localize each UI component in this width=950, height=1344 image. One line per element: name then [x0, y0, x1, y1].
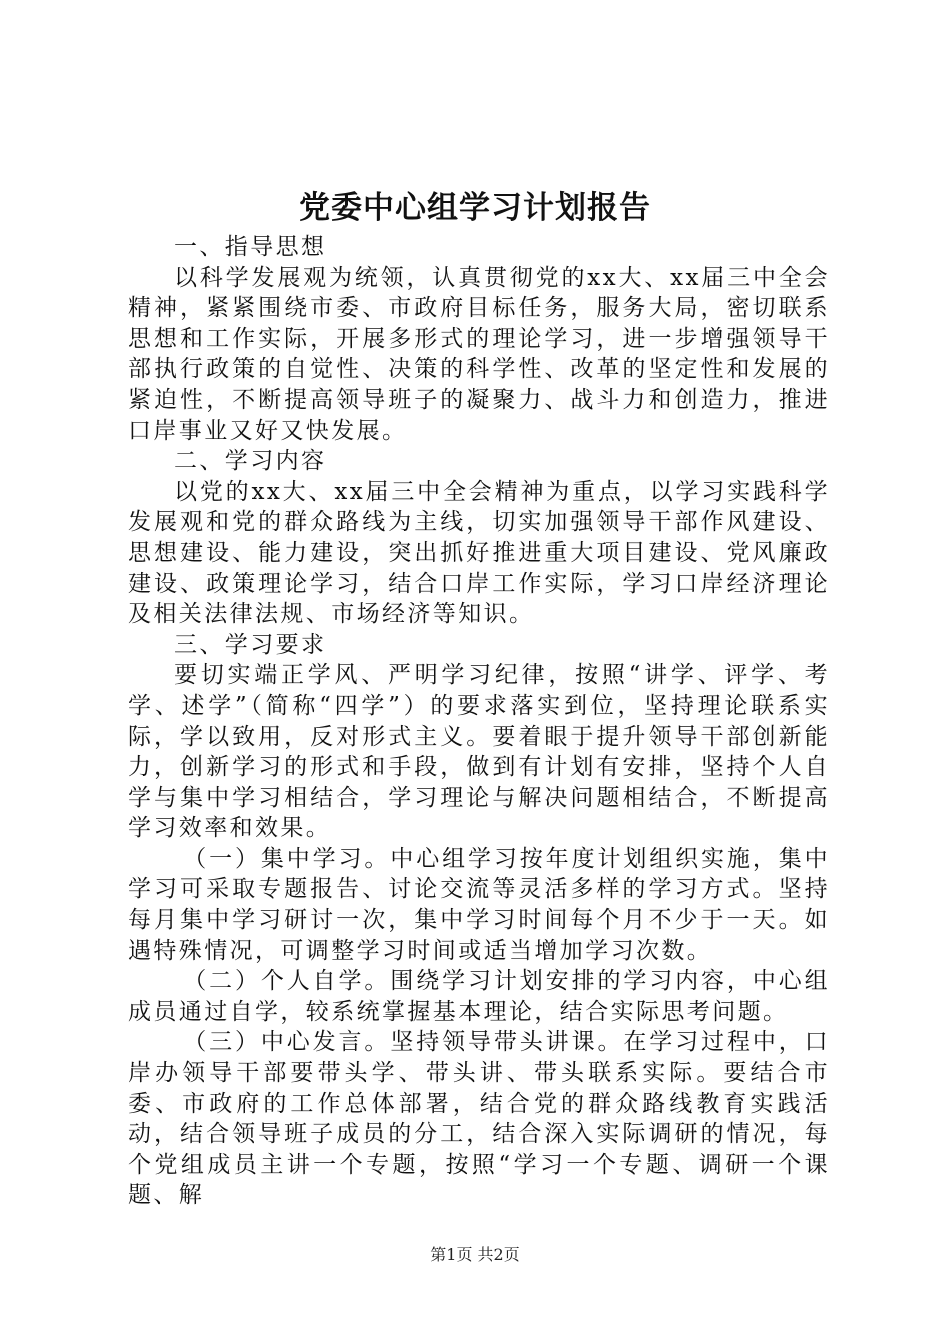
paragraph-self-study: （二）个人自学。围绕学习计划安排的学习内容，中心组成员通过自学，较系统掌握基本理论，结合实际思考问题。: [128, 968, 830, 1025]
paragraph-guiding-ideology: 以科学发展观为统领，认真贯彻党的xx大、xx届三中全会精神，紧紧围绕市委、市政府目标任务，服务大局，密切联系思想和工作实际，开展多形式的理论学习，进一步增强领导干部执行政策的自觉性、决策的科学性、改革的坚定性和发展的紧迫性，不断提高领导班子的凝聚力、战斗力和创造力，推进口岸事业又好又快发展。: [128, 264, 830, 444]
heading-guiding-ideology: 一、指导思想: [174, 234, 327, 260]
document-body: [128, 232, 830, 1211]
paragraph-study-requirements: 要切实端正学风、严明学习纪律，按照“讲学、评学、考学、述学”（简称“四学”）的要求落实到位，坚持理论联系实际，学以致用，反对形式主义。要着眼于提升领导干部创新能力，创新学习的形式和手段，做到有计划有安排，坚持个人自学与集中学习相结合，学习理论与解决问题相结合，不断提高学习效率和效果。: [128, 662, 830, 842]
document-title: 党委中心组学习计划报告: [299, 190, 651, 226]
page-number-footer: 第1页 共2页: [430, 1245, 520, 1264]
paragraph-study-content: 以党的xx大、xx届三中全会精神为重点，以学习实践科学发展观和党的群众路线为主线，切实加强领导干部作风建设、思想建设、能力建设，突出抓好推进重大项目建设、党风廉政建设、政策理论学习，结合口岸工作实际，学习口岸经济理论及相关法律法规、市场经济等知识。: [128, 478, 830, 628]
heading-study-content: 二、学习内容: [174, 448, 327, 475]
paragraph-centralized-study: （一）集中学习。中心组学习按年度计划组织实施，集中学习可采取专题报告、讨论交流等灵活多样的学习方式。坚持每月集中学习研讨一次，集中学习时间每个月不少于一天。如遇特殊情况，可调整学习时间或适当增加学习次数。: [128, 845, 830, 964]
heading-study-requirements: 三、学习要求: [174, 631, 327, 658]
paragraph-central-speech: （三）中心发言。坚持领导带头讲课。在学习过程中，口岸办领导干部要带头学、带头讲、带头联系实际。要结合市委、市政府的工作总体部署，结合党的群众路线教育实践活动，结合领导班子成员的分工，结合深入实际调研的情况，每个党组成员主讲一个专题，按照“学习一个专题、调研一个课题、解: [128, 1029, 830, 1209]
